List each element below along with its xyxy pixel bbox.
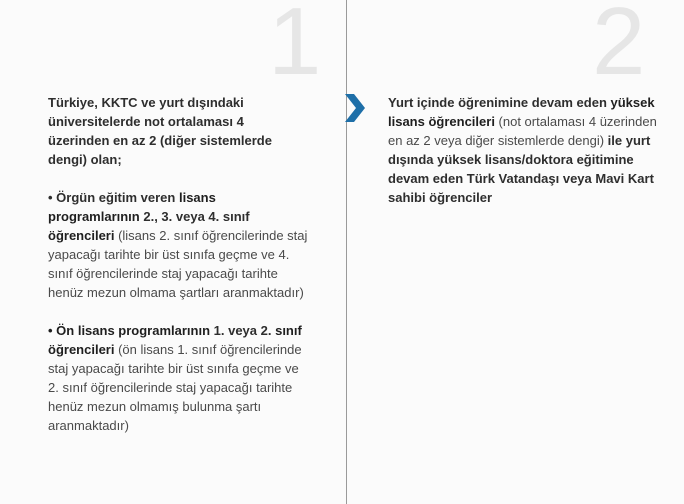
right-line1: Yurt içinde öğrenimine devam eden — [388, 95, 611, 110]
left-column-text — [48, 93, 308, 435]
item2-mid: 1. veya 2. — [210, 323, 276, 338]
eligibility-item-undergraduate — [48, 188, 308, 302]
right-note: (not ortalaması 4 üzerinden en az 2 veya diğer sistemlerde dengi) — [388, 114, 657, 148]
item1-mid: 2., 3. veya 4. sınıf — [139, 209, 250, 224]
right-rest: ile yurt dışında yüksek lisans/doktora eğitimine devam eden Türk Vatandaşı veya Mavi Kart sahibi öğrenciler — [388, 133, 654, 205]
eligibility-intro: Türkiye, KKTC ve yurt dışındaki üniversitelerde not ortalaması 4 üzerinden en az 2 (diğer sistemlerde dengi) olan; — [48, 95, 272, 167]
step-number-2: 2 — [592, 0, 644, 95]
item1-prefix: • Örgün eğitim veren — [48, 190, 179, 205]
column-divider — [346, 0, 347, 504]
eligibility-item-associate — [48, 321, 308, 435]
item1-bold: lisans programlarının — [48, 190, 216, 224]
item2-note: (ön lisans 1. sınıf öğrencilerinde staj yapacağı tarihte bir üst sınıfa geçme ve 2. sınıf öğrencilerinde staj yapacağı tarihte henüz mezun olmamış bulunma şartı aranmaktadır) — [48, 342, 302, 433]
chevron-right-icon — [345, 94, 365, 122]
item2-bold: • Ön lisans programlarının — [48, 323, 211, 338]
item1-bold2: öğrencileri — [48, 228, 115, 243]
step-number-1: 1 — [268, 0, 320, 95]
right-column-text — [388, 93, 674, 207]
eligibility-graduate — [388, 93, 674, 207]
item1-note: (lisans 2. sınıf öğrencilerinde staj yapacağı tarihte bir üst sınıfa geçme ve 4. sınıf öğrencilerinde staj yapacağı tarihte henüz mezun olmama şartları aranmaktadır) — [48, 228, 308, 300]
right-bold: yüksek lisans öğrencileri — [388, 95, 655, 129]
item2-bold2: sınıf öğrencileri — [48, 323, 302, 357]
